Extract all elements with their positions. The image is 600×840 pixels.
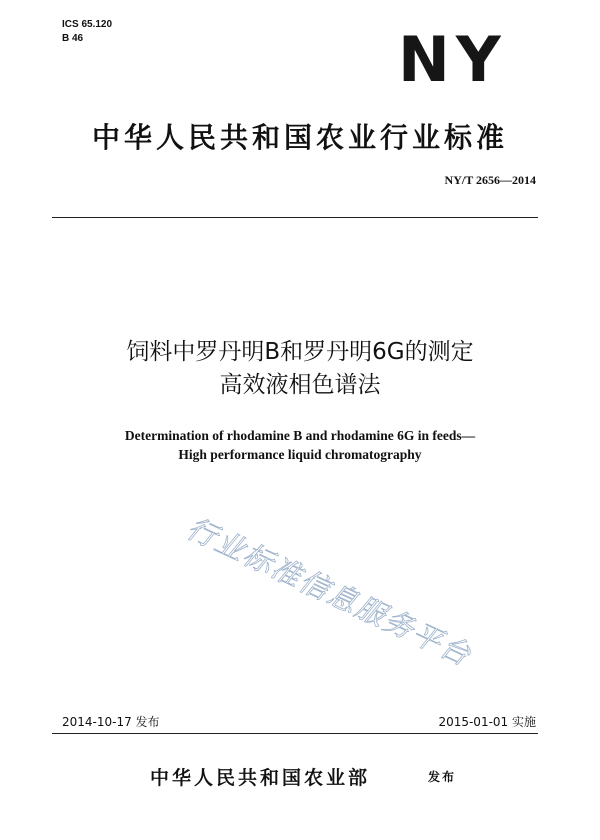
english-title-line-2: High performance liquid chromatography — [178, 447, 422, 462]
ny-logo: NY — [398, 23, 507, 96]
publish-label: 发布 — [428, 770, 457, 784]
top-divider — [52, 217, 538, 218]
ics-block — [62, 18, 112, 46]
english-title-line-1: Determination of rhodamine B and rhodamine 6G in feeds— — [124, 428, 476, 443]
classification-code: B 46 — [62, 33, 84, 44]
chinese-title-line-2: 高效液相色谱法 — [219, 372, 381, 398]
issue-date: 2014-10-17 发布 — [62, 715, 160, 729]
chinese-title-line-1: 饲料中罗丹明B和罗丹明6G的测定 — [126, 339, 474, 365]
publisher: 中华人民共和国农业部 — [150, 767, 371, 789]
ics-code: ICS 65.120 — [62, 19, 113, 30]
watermark: 行业标准信息服务平台 — [181, 510, 478, 673]
standard-category-title: 中华人民共和国农业行业标准 — [91, 121, 508, 154]
standard-number: NY/T 2656—2014 — [444, 173, 536, 187]
implementation-date: 2015-01-01 实施 — [438, 715, 536, 729]
bottom-divider — [52, 733, 538, 734]
